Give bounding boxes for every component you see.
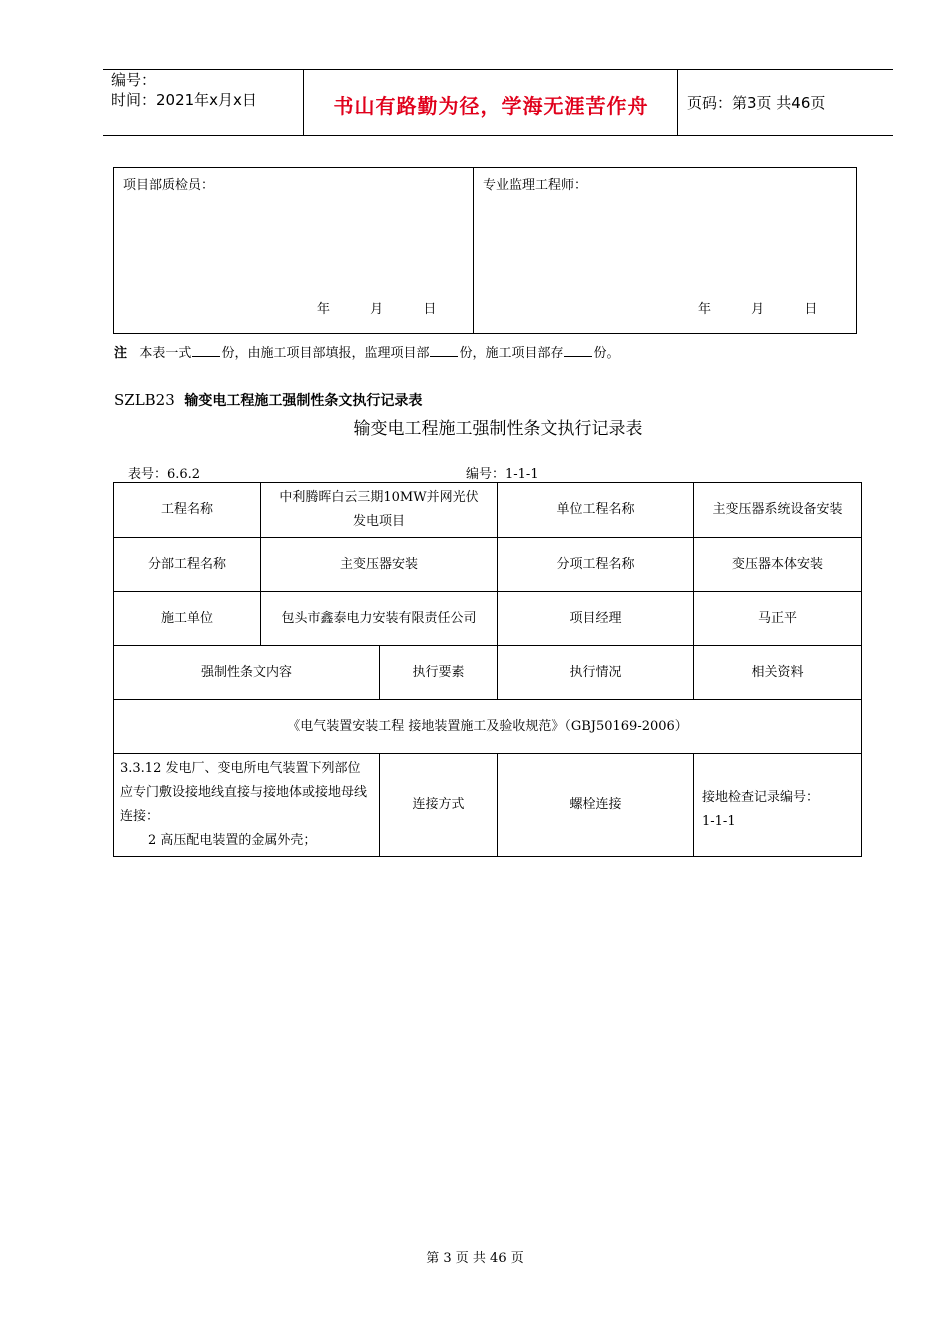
division-value: 主变压器安装 [261, 538, 498, 592]
left-date-line [317, 298, 436, 317]
col-header-reference: 相关资料 [694, 646, 862, 700]
manager-label: 项目经理 [498, 592, 694, 646]
contractor-value: 包头市鑫泰电力安装有限责任公司 [261, 592, 498, 646]
manager-value: 马正平 [694, 592, 862, 646]
header-number-label: 编号： [111, 71, 157, 89]
note-prefix: 注 [114, 346, 128, 361]
note-part1: 本表一式 [139, 346, 192, 361]
contractor-label: 施工单位 [114, 592, 261, 646]
note-part4: 份。 [593, 346, 620, 361]
note-part2: 份，由施工项目部填报，监理项目部 [221, 346, 430, 361]
blank-line [430, 345, 458, 357]
supervisor-label: 专业监理工程师： [483, 178, 588, 193]
clause-status: 螺栓连接 [498, 754, 694, 857]
note-part3: 份，施工项目部存 [459, 346, 564, 361]
clause-line2: 2 高压配电装置的金属外壳； [148, 833, 317, 848]
date-month: 月 [370, 302, 384, 317]
header-bottom-rule [103, 135, 893, 136]
table-header-row [114, 646, 862, 700]
division-label: 分部工程名称 [114, 538, 261, 592]
header-motto: 书山有路勤为径，学海无涯苦作舟 [333, 94, 649, 118]
table-row [114, 483, 862, 538]
date-year: 年 [317, 302, 331, 317]
header-page-info: 页码：第3页 共46页 [687, 94, 826, 112]
section-code-line [114, 390, 422, 410]
project-name-label: 工程名称 [114, 483, 261, 538]
date-day: 日 [804, 302, 818, 317]
serial-number: 编号：1-1-1 [466, 467, 539, 482]
quality-inspector-label: 项目部质检员： [123, 178, 215, 193]
table-row [114, 700, 862, 754]
page-title: 输变电工程施工强制性条文执行记录表 [353, 419, 643, 439]
page-footer: 第 3 页 共 46 页 [426, 1251, 524, 1266]
standard-title: 《电气装置安装工程 接地装置施工及验收规范》（GBJ50169-2006） [114, 700, 862, 754]
record-table [113, 482, 862, 857]
unit-project-value: 主变压器系统设备安装 [694, 483, 862, 538]
date-month: 月 [751, 302, 765, 317]
clause-text [114, 754, 380, 857]
project-name-value: 中利腾晖白云三期10MW并网光伏发电项目 [261, 483, 498, 538]
col-header-clause: 强制性条文内容 [114, 646, 380, 700]
section-code-title: 输变电工程施工强制性条文执行记录表 [184, 393, 423, 409]
col-header-element: 执行要素 [380, 646, 498, 700]
right-date-line [698, 298, 817, 317]
subitem-label: 分项工程名称 [498, 538, 694, 592]
table-number: 表号：6.6.2 [128, 467, 201, 482]
section-code: SZLB23 [114, 391, 175, 409]
table-row [114, 538, 862, 592]
blank-line [192, 345, 220, 357]
clause-reference [694, 754, 862, 857]
header-time-label: 时间：2021年x月x日 [111, 91, 257, 109]
reference-number: 1-1-1 [702, 814, 736, 829]
clause-element: 连接方式 [380, 754, 498, 857]
table-row [114, 592, 862, 646]
col-header-status: 执行情况 [498, 646, 694, 700]
blank-line [564, 345, 592, 357]
signature-divider [473, 167, 474, 334]
subitem-value: 变压器本体安装 [694, 538, 862, 592]
date-day: 日 [423, 302, 437, 317]
note-line [114, 342, 619, 361]
reference-label: 接地检查记录编号： [702, 790, 820, 805]
header-meta [111, 70, 257, 110]
table-row [114, 754, 862, 857]
clause-line1: 3.3.12 发电厂、变电所电气装置下列部位应专门敷设接地线直接与接地体或接地母线连接： [120, 761, 368, 824]
date-year: 年 [698, 302, 712, 317]
unit-project-label: 单位工程名称 [498, 483, 694, 538]
